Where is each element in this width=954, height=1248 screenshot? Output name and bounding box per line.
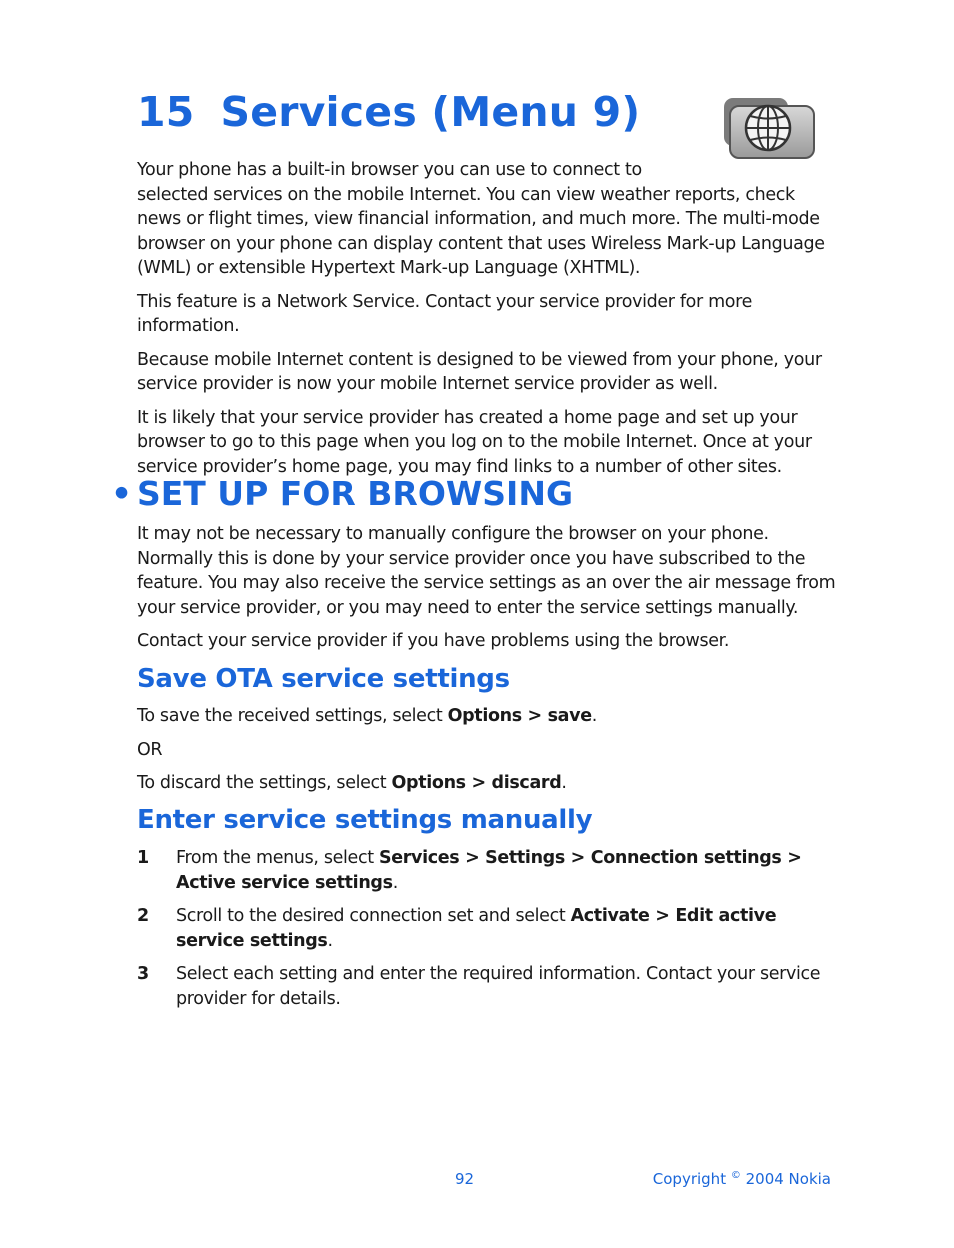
- discard-instruction-end: .: [561, 773, 567, 793]
- save-instruction-end: .: [591, 706, 597, 726]
- chapter-title: Services (Menu 9): [220, 88, 641, 136]
- list-item: [137, 846, 837, 895]
- browsing-paragraph-1: It may not be necessary to manually configure the browser on your phone. Normally this is done by your service provider once you have subscribed to the feature. You may also receive the service settings as an over the air message from your service provider, or you may need to enter the service settings manually.: [137, 524, 836, 618]
- step-number: 3: [137, 964, 149, 984]
- subheading-save-ota: Save OTA service settings: [137, 664, 510, 694]
- page-number: 92: [455, 1170, 475, 1188]
- step-text-plain: Select each setting and enter the required information. Contact your service provider for details.: [176, 964, 821, 1009]
- browsing-section: [137, 522, 837, 663]
- section-title-browsing: SET UP FOR BROWSING: [137, 474, 574, 513]
- copyright-suffix: 2004 Nokia: [740, 1170, 831, 1188]
- discard-menu-path: Options > discard: [391, 773, 562, 793]
- intro-paragraph-1-rest: selected services on the mobile Internet. You can view weather reports, check news or flight times, view financial information, and much more. The multi-mode browser on your phone can display content that uses Wireless Mark-up Language (WML) or extensible Hypertext Mark-up Language (XHTML).: [137, 184, 825, 278]
- step-number: 2: [137, 906, 149, 926]
- step-text-plain: Scroll to the desired connection set and select: [176, 906, 571, 926]
- step-text-end: .: [392, 872, 398, 893]
- chapter-heading: [137, 88, 640, 136]
- manual-steps-list: [137, 846, 837, 1020]
- copyright-symbol: ©: [730, 1170, 741, 1181]
- step-text-end: .: [327, 930, 333, 951]
- globe-icon: [722, 96, 818, 160]
- discard-instruction-text: To discard the settings, select: [137, 773, 392, 793]
- browsing-paragraph-2: Contact your service provider if you have problems using the browser.: [137, 631, 730, 651]
- step-menu-path: Activate > Edit active service settings: [176, 906, 777, 951]
- save-instruction-text: To save the received settings, select: [137, 706, 448, 726]
- section-bullet: •: [111, 474, 133, 513]
- save-instruction: [137, 704, 837, 729]
- step-text: [176, 904, 837, 953]
- intro-paragraph-1-first-line: Your phone has a built-in browser you can use to connect to: [137, 160, 642, 180]
- chapter-number: 15: [137, 88, 195, 136]
- intro-paragraph-3: Because mobile Internet content is designed to be viewed from your phone, your service provider is now your mobile Internet service provider as well.: [137, 349, 822, 394]
- intro-paragraph-4: It is likely that your service provider has created a home page and set up your browser to go to this page when you log on to the mobile Internet. Once at your service provider’s home page, you may find links to a number of other sites.: [137, 407, 812, 477]
- intro-paragraph-2: This feature is a Network Service. Contact your service provider for more information.: [137, 291, 753, 336]
- discard-instruction: [137, 771, 837, 796]
- list-item: [137, 962, 837, 1011]
- step-text: [176, 962, 837, 1011]
- step-text-plain: From the menus, select: [176, 848, 379, 868]
- step-menu-path: Services > Settings > Connection settings > Active service settings: [176, 848, 802, 893]
- intro-section: [137, 158, 837, 488]
- intro-paragraph-1: [137, 158, 837, 281]
- list-item: [137, 904, 837, 953]
- copyright-notice: [653, 1170, 831, 1188]
- or-separator: OR: [137, 739, 163, 760]
- save-ota-section: [137, 704, 837, 805]
- section-heading-browsing: [111, 474, 573, 513]
- subheading-manual-settings: Enter service settings manually: [137, 805, 593, 835]
- step-number: 1: [137, 848, 149, 868]
- step-text: [176, 846, 837, 895]
- save-menu-path: Options > save: [447, 706, 592, 726]
- copyright-prefix: Copyright: [652, 1170, 731, 1188]
